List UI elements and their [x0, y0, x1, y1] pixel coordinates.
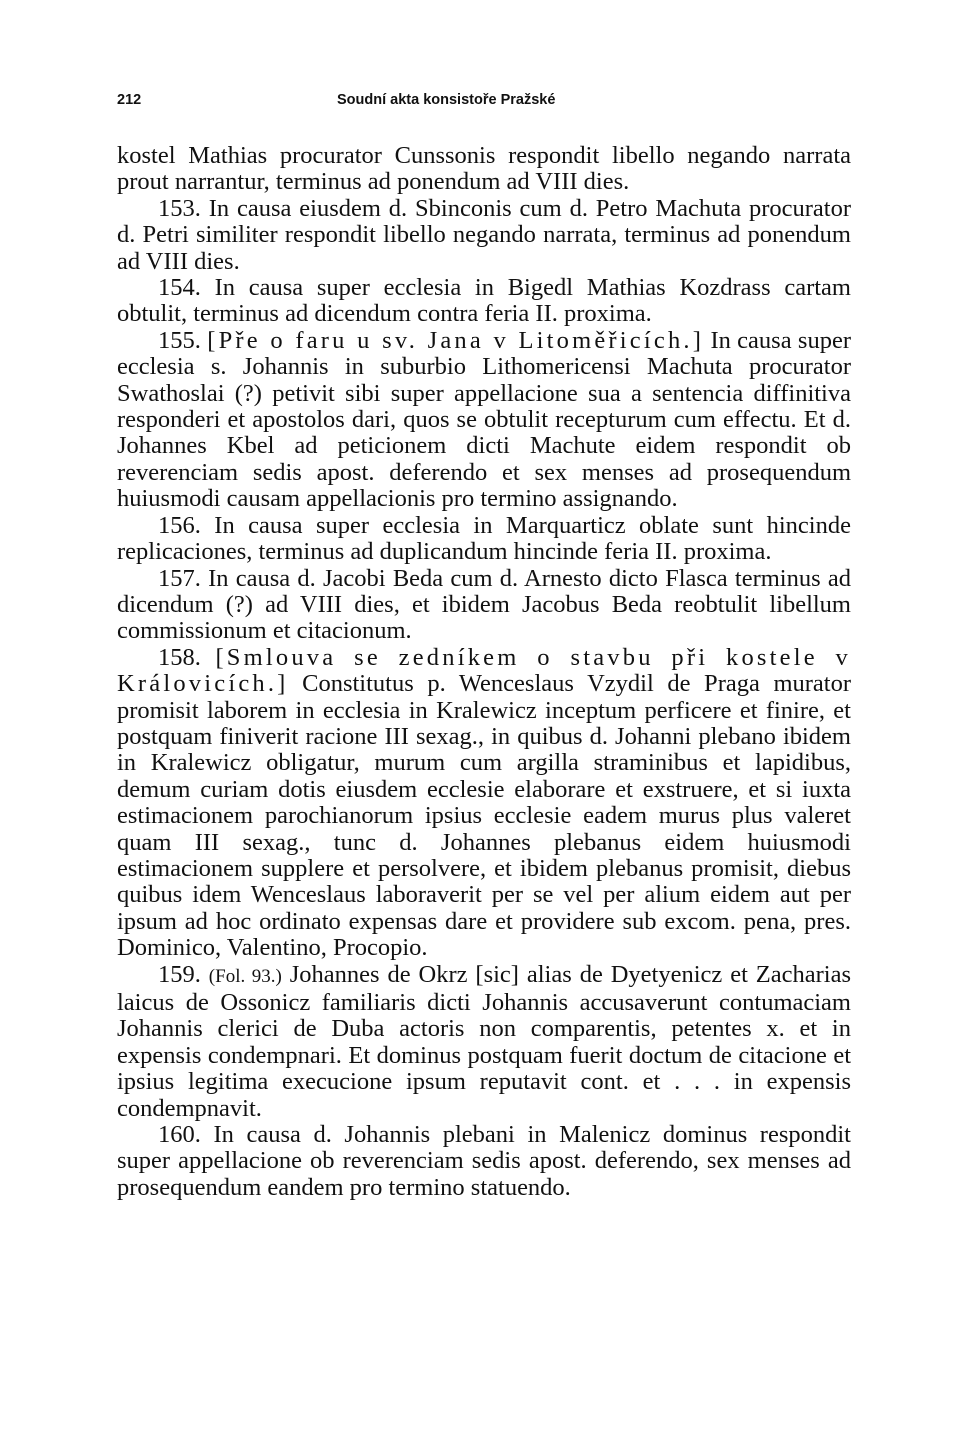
entry-160	[117, 1122, 851, 1201]
paragraph-text: 153. In causa eiusdem d. Sbinconis cum d. Petro Machuta procurator d. Petri similiter respondit libello negando narrata, terminus ad ponendum ad VIII dies.	[117, 194, 851, 275]
body-text	[117, 143, 851, 1201]
entry-159	[117, 962, 851, 1122]
entry-number: 158.	[158, 643, 201, 671]
folio-reference: (Fol. 93.)	[208, 965, 282, 987]
entry-heading: [Pře o faru u sv. Jana v Litoměřicích.]	[207, 326, 705, 354]
paragraph-text: 156. In causa super ecclesia in Marquarticz oblate sunt hincinde replicaciones, terminus ad duplicandum hincinde feria II. proxima.	[117, 511, 851, 566]
entry-154	[117, 275, 851, 328]
paragraph-text: Constitutus p. Wenceslaus Vzydil de Praga murator promisit laborem in ecclesia in Kralewicz inceptum perficere et finire, et postquam finiverit racione III sexag., in quibus d. Johanni plebano ibidem in Kralewicz obligatur, murum cum argilla straminibus et lapidibus, demum curiam dotis eiusdem ecclesie elaborare et exstruere, et si iuxta estimacionem parochianorum ipsius ecclesie eadem murus plus valeret quam III sexag., tunc d. Johannes plebanus eidem huiusmodi estimacionem supplere et persolvere, et ibidem plebanus promisit, diebus quibus idem Wenceslaus laboraverit per se vel per alium eidem aut per ipsum ad hoc ordinato expensas dare et providere sub excom. pena, pres. Dominico, Valentino, Procopio.	[117, 670, 851, 962]
paragraph-text: 160. In causa d. Johannis plebani in Malenicz dominus respondit super appellacione ob reverenciam sedis apost. deferendo, sex menses ad prosequendum eandem pro termino statuendo.	[117, 1121, 851, 1201]
paragraph-continuation	[117, 143, 851, 196]
page-number: 212	[117, 92, 142, 108]
paragraph-text: In causa super ecclesia s. Johannis in suburbio Lithomericensi Machuta procurator Swathoslai (?) petivit sibi super appellacione sua a sentencia diffinitiva responderi et apostolos dari, quos se obtulit recepturum cum effectu. Et d. Johannes Kbel ad peticionem dicti Machute eidem respondit ob reverenciam sedis apost. deferendo et sex menses ad prosequendum huiusmodi causam appellacionis pro termino assignando.	[117, 326, 852, 513]
entry-153	[117, 196, 851, 275]
entry-156	[117, 513, 851, 566]
document-page	[117, 92, 851, 1201]
paragraph-text: kostel Mathias procurator Cunssonis respondit libello negando narrata prout narrantur, terminus ad ponendum ad VIII dies.	[117, 142, 851, 196]
entry-158	[117, 645, 851, 962]
entry-155	[117, 328, 851, 513]
running-head	[117, 92, 851, 120]
paragraph-text: 157. In causa d. Jacobi Beda cum d. Arnesto dicto Flasca terminus ad dicendum (?) ad VIII dies, et ibidem Jacobus Beda reobtulit libellum commissionum et citacionum.	[117, 564, 851, 645]
entry-heading: [Smlouva se zedníkem o stavbu při kostele v Královicích.]	[117, 643, 851, 698]
paragraph-text: Johannes de Okrz [sic] alias de Dyetyenicz et Zacharias laicus de Ossonicz familiaris dicti Johannis accusaverunt contumaciam Johannis clerici de Duba actoris non comparentis, petentes x. et in expensis condempnari. Et dominus postquam fuerit doctum de citacione et ipsius legitima execucione ipsum reputavit cont. et . . . in expensis condempnavit.	[117, 960, 852, 1122]
paragraph-text: 154. In causa super ecclesia in Bigedl Mathias Kozdrass cartam obtulit, terminus ad dicendum contra feria II. proxima.	[117, 274, 851, 328]
entry-number: 155.	[158, 326, 201, 354]
entry-number: 159.	[158, 960, 201, 988]
entry-157	[117, 566, 851, 645]
running-title: Soudní akta konsistoře Pražské	[337, 92, 556, 108]
